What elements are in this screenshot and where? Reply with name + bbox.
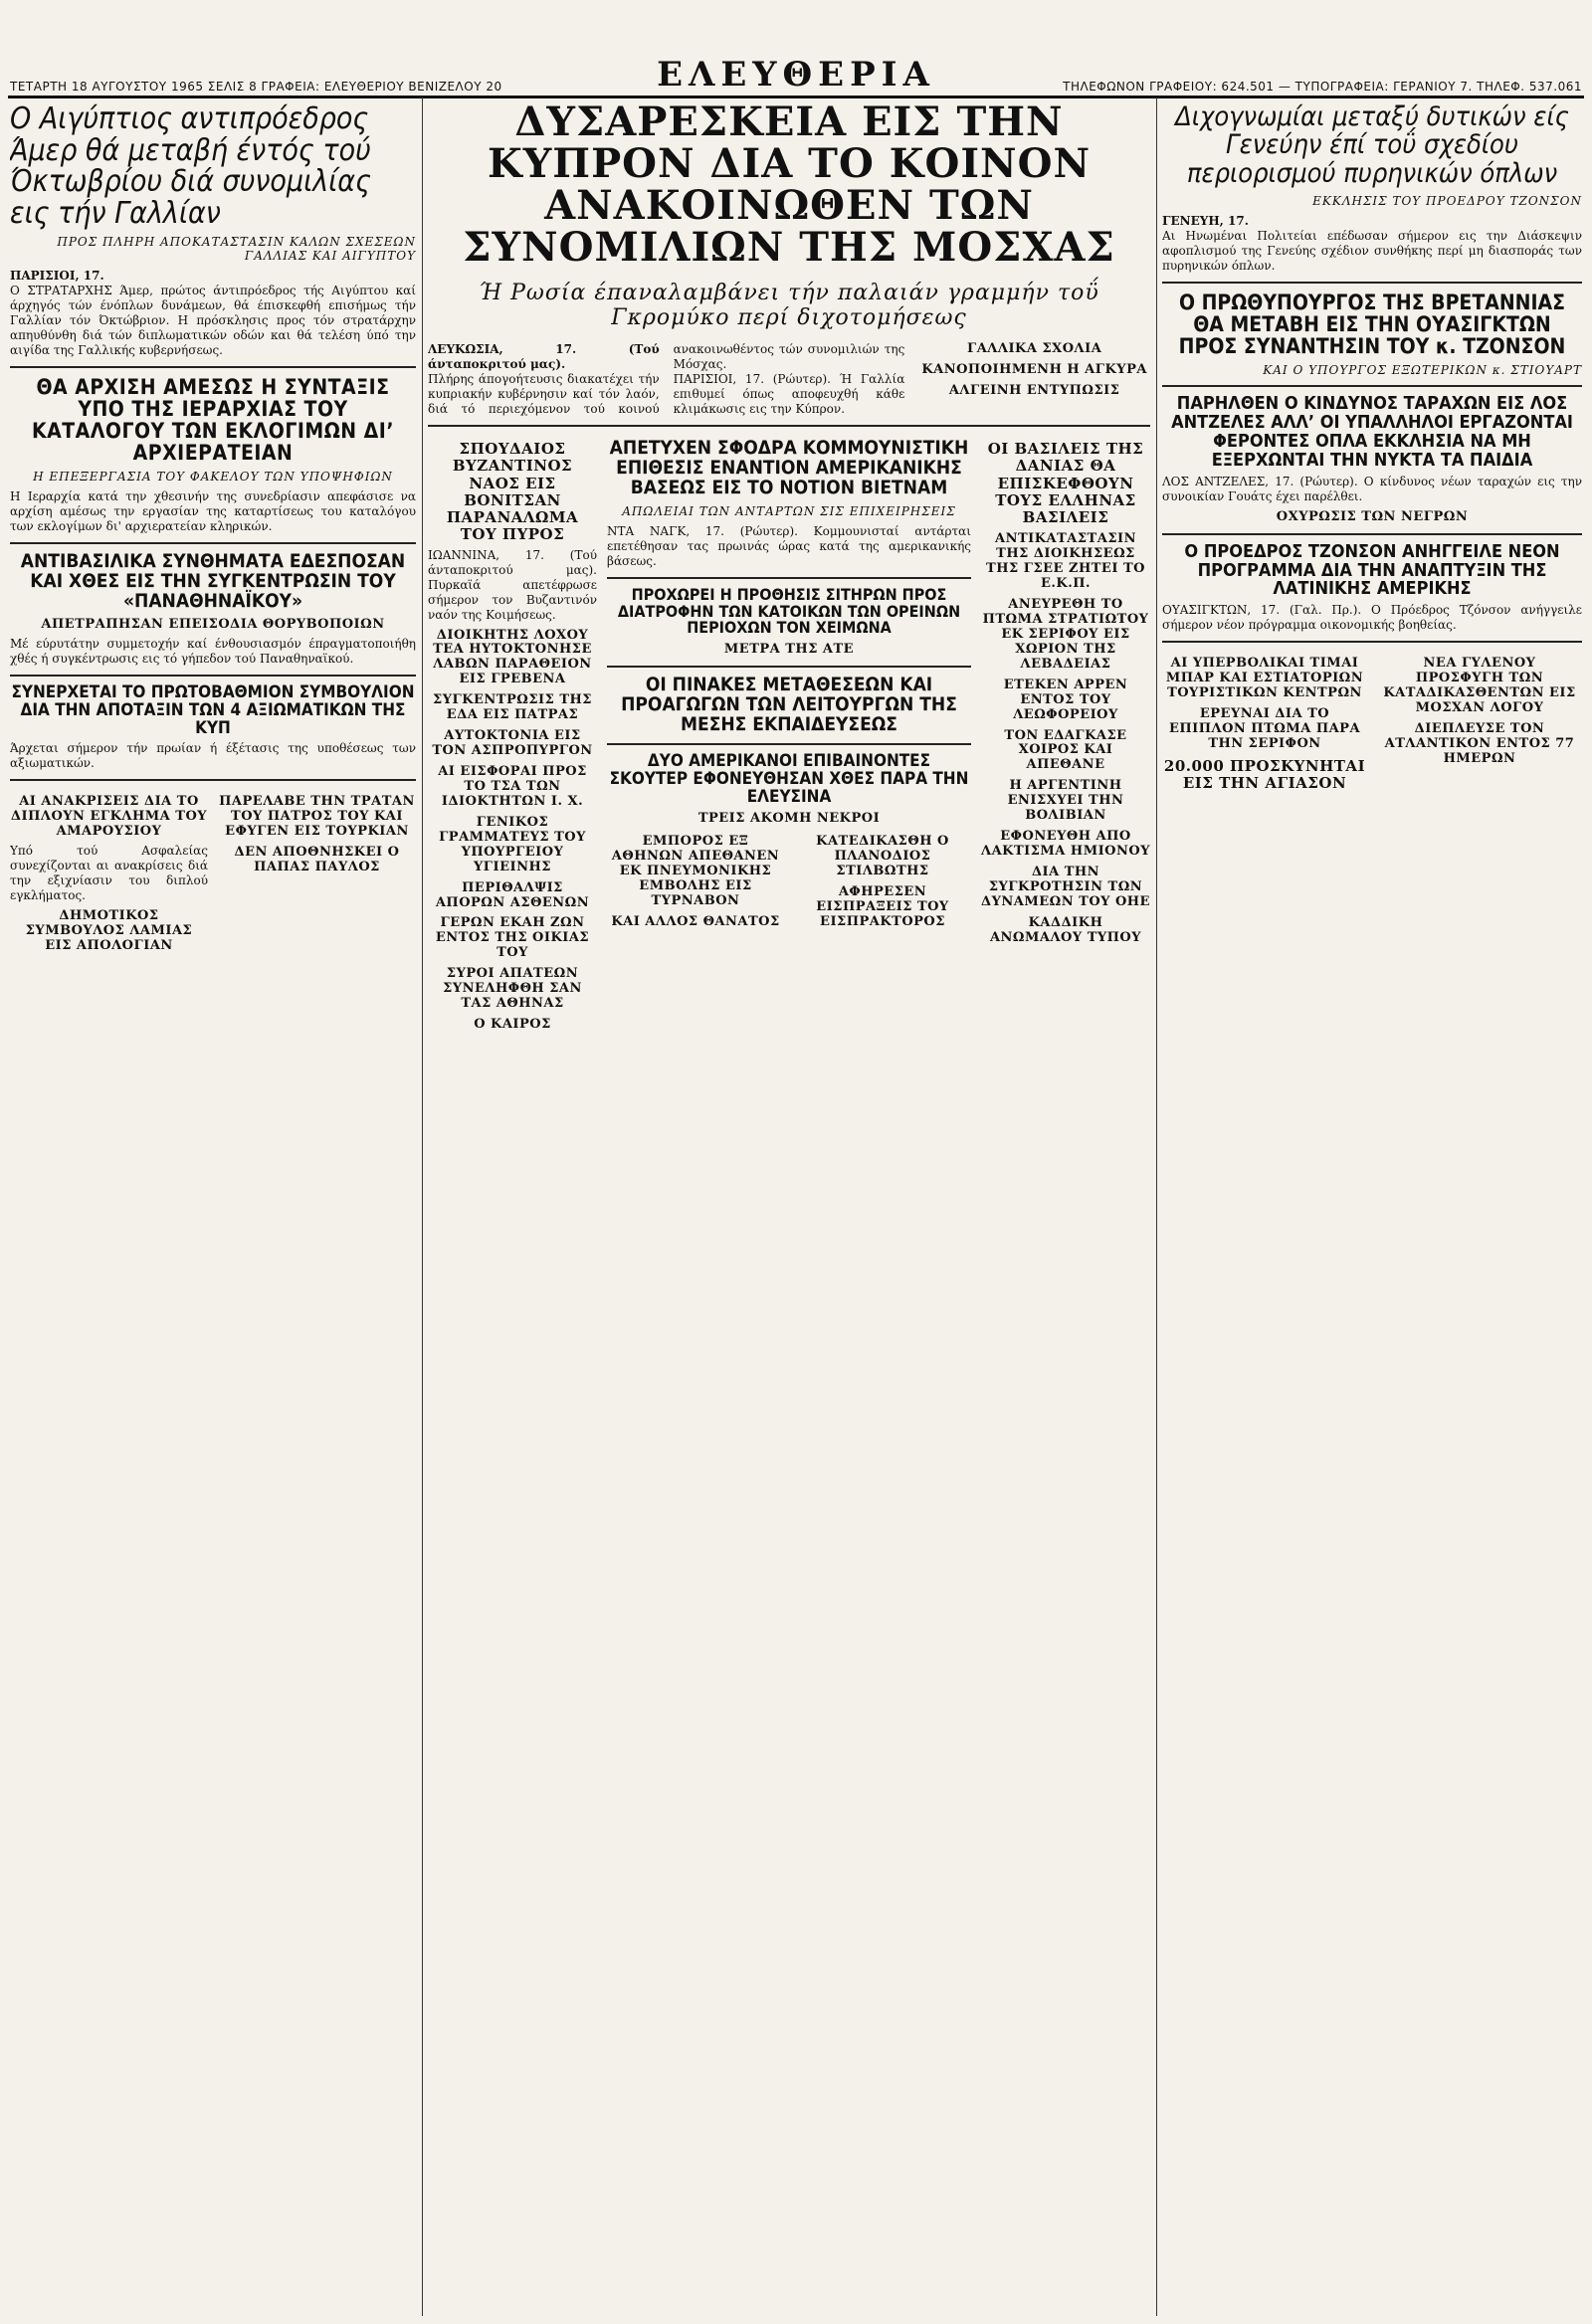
headline-mule: ΕΦΟΝΕΥΘΗ ΑΠΟ ΛΑΚΤΙΣΜΑ ΗΜΙΟΝΟΥ	[981, 829, 1150, 860]
separator	[1162, 641, 1582, 643]
headline-patras: ΣΥΓΚΕΝΤΡΩΣΙΣ ΤΗΣ ΕΔΑ ΕΙΣ ΠΑΤΡΑΣ	[433, 692, 592, 723]
headline-prices: ΑΙ ΥΠΕΡΒΟΛΙΚΑΙ ΤΙΜΑΙ ΜΠΑΡ ΚΑΙ ΕΣΤΙΑΤΟΡΙΩΝ ΤΟΥΡΙΣΤΙΚΩΝ ΚΕΝΤΡΩΝ	[1165, 656, 1364, 701]
short-items	[10, 789, 416, 956]
headline-tyrnavos: ΕΜΠΟΡΟΣ ΕΞ ΑΘΗΝΩΝ ΑΠΕΘΑΝΕΝ ΕΚ ΠΝΕΥΜΟΝΙΚΗΣ ΕΜΒΟΛΗΣ ΕΙΣ ΤΥΡΝΑΒΟΝ	[611, 834, 780, 909]
separator	[10, 542, 416, 544]
headline-kyp: ΣΥΝΕΡΧΕΤΑΙ ΤΟ ΠΡΩΤΟΒΑΘΜΙΟΝ ΣΥΜΒΟΥΛΙΟΝ ΔΙΑ ΤΗΝ ΑΠΟΤΑΞΙΝ ΤΩΝ 4 ΑΞΙΩΜΑΤΙΚΩΝ ΤΗΣ ΚΥΠ	[11, 681, 415, 738]
sub-item	[607, 829, 784, 932]
main-article	[428, 342, 1150, 417]
subhead: ΚΑΝΟΠΟΙΗΜΕΝΗ Η ΑΓΚΥΡΑ	[921, 361, 1147, 377]
headline-fraud: ΣΥΡΟΙ ΑΠΑΤΕΩΝ ΣΥΝΕΛΗΦΘΗ ΣΑΝ ΤΑΣ ΑΘΗΝΑΣ	[443, 966, 582, 1012]
headline-amer: Ο Αιγύπτιος αντιπρόεδρος Άμερ θά μεταβή έντός τού Όκτωβρίου διά συνομιλίας εις τήν Γαλλίαν	[10, 101, 371, 231]
separator	[1162, 533, 1582, 535]
short-item	[10, 789, 208, 956]
article-text: Μέ εύρυτάτην συμμετοχήν καί ένθουσιασμόν έπραγματοποιήθη χθές ή συγκέντρωσις εις τό γήπεδον τού Παναθηναϊκού.	[10, 636, 416, 666]
narrow-column	[981, 435, 1150, 1035]
article-text: Η Ιεραρχία κατά την χθεσινήν της συνεδρίασιν απεφάσισε να αρχίση αμέσως την εργασίαν της καταρτίσεως του καταλόγου των εκλογίμων δι' αρχιερατείαν κληρικών.	[10, 489, 416, 534]
narrow-column	[428, 435, 597, 1035]
short-item	[1377, 651, 1582, 794]
headline-aspropyrgos: ΑΥΤΟΚΤΟΝΙΑ ΕΙΣ ΤΟΝ ΑΣΠΡΟΠΥΡΓΟΝ	[432, 728, 593, 759]
left-column	[10, 97, 416, 2316]
short-item	[1162, 651, 1367, 794]
headline-atlantic: ΔΙΕΠΛΕΥΣΕ ΤΟΝ ΑΤΛΑΝΤΙΚΟΝ ΕΝΤΟΣ 77 ΗΜΕΡΩΝ	[1384, 721, 1575, 766]
lower-section	[428, 435, 1150, 1035]
headline-latin-america: Ο ΠΡΟΕΔΡΟΣ ΤΖΟΝΣΟΝ ΑΝΗΓΓΕΙΛΕ ΝΕΟΝ ΠΡΟΓΡΑΜΜΑ ΔΙΑ ΤΗΝ ΑΝΑΠΤΥΞΙΝ ΤΗΣ ΛΑΤΙΝΙΚΗΣ ΑΜΕΡΙΚΗΣ	[1184, 540, 1560, 600]
subheadline: ΑΠΕΤΡΑΠΗΣΑΝ ΕΠΕΙΣΟΔΙΑ ΘΟΡΥΒΟΠΟΙΩΝ	[41, 617, 385, 632]
separator	[607, 666, 971, 668]
right-column	[1162, 97, 1582, 2316]
headline-fire: ΓΕΡΩΝ ΕΚΑΗ ΖΩΝ ΕΝΤΟΣ ΤΗΣ ΟΙΚΙΑΣ ΤΟΥ	[435, 915, 590, 961]
headline-serifos: ΕΡΕΥΝΑΙ ΔΙΑ ΤΟ ΕΠΙΠΛΟΝ ΠΤΩΜΑ ΠΑΡΑ ΤΗΝ ΣΕΡΙΦΟΝ	[1168, 706, 1361, 752]
headline-geneva: Διχογνωμίαι μεταξύ δυτικών είς Γενεύην έπί τοΰ σχεδίου περιορισμού πυρηνικών όπλων	[1175, 101, 1569, 189]
headline-vietnam: ΑΠΕΤΥΧΕΝ ΣΦΟΔΡΑ ΚΟΜΜΟΥΝΙΣΤΙΚΗ ΕΠΙΘΕΣΙΣ ΕΝΑΝΤΙΟΝ ΑΜΕΡΙΚΑΝΙΚΗΣ ΒΑΣΕΩΣ ΕΙΣ ΤΟ ΝΟΤΙΟΝ ΒΙΕΤΝΑΜ	[609, 437, 969, 498]
column-divider	[1156, 97, 1157, 2316]
headline-patients: ΠΕΡΙΘΑΛΨΙΣ ΑΠΟΡΩΝ ΑΣΘΕΝΩΝ	[435, 879, 590, 910]
subheadline: Η ΕΠΕΞΕΡΓΑΣΙΑ ΤΟΥ ΦΑΚΕΛΟΥ ΤΩΝ ΥΠΟΨΗΦΙΩΝ	[33, 470, 393, 484]
subhead: ΓΑΛΛΙΚΑ ΣΧΟΛΙΑ	[966, 341, 1102, 356]
main-banner-headline: ΔΥΣΑΡΕΣΚΕΙΑ ΕΙΣ ΤΗΝ ΚΥΠΡΟΝ ΔΙΑ ΤΟ ΚΟΙΝΟΝ ΑΝΑΚΟΙΝΩΘΕΝ ΤΩΝ ΣΥΝΟΜΙΛΙΩΝ ΤΗΣ ΜΟΣΧΑΣ	[463, 98, 1115, 271]
headline-vonitsa: ΣΠΟΥΔΑΙΟΣ ΒΥΖΑΝΤΙΝΟΣ ΝΑΟΣ ΕΙΣ ΒΟΝΙΤΣΑΝ ΠΑΡΑΝΑΛΩΜΑ ΤΟΥ ΠΥΡΟΣ	[446, 440, 579, 544]
headline-bus-birth: ΕΤΕΚΕΝ ΑΡΡΕΝ ΕΝΤΟΣ ΤΟΥ ΛΕΩΦΟΡΕΙΟΥ	[1003, 677, 1128, 722]
headline-ate: ΜΕΤΡΑ ΤΗΣ ΑΤΕ	[723, 642, 855, 658]
headline-dead: ΤΡΕΙΣ ΑΚΟΜΗ ΝΕΚΡΟΙ	[697, 811, 881, 827]
headline-un: ΔΙΑ ΤΗΝ ΣΥΓΚΡΟΤΗΣΙΝ ΤΩΝ ΔΥΝΑΜΕΩΝ ΤΟΥ ΟΗΕ	[981, 865, 1150, 909]
separator	[10, 675, 416, 677]
separator	[607, 743, 971, 745]
article-text: Υπό τού Ασφαλείας συνεχίζονται αι ανακρίσεις διά την εξιχνίασιν του διπλού εγκλήματος.	[10, 844, 208, 903]
headline-bolivia: Η ΑΡΓΕΝΤΙΝΗ ΕΝΙΣΧΥΕΙ ΤΗΝ ΒΟΛΙΒΙΑΝ	[1007, 778, 1124, 824]
article-text: Ο ΣΤΡΑΤΑΡΧΗΣ Άμερ, πρώτος άντιπρόεδρος τής Αιγύπτου καί άρχηγός τών ένόπλων δυνάμεων, θά έπισκεφθή επισήμως τήν Γαλλίαν τόν Όκτώβριον. Η πρόσκλησις προς τόν στρατάρχην απηυθύνθη διά τών διπλωματικών οδών και θά τελέση ύπό την αιγίδα της Γαλλικής κυβερνήσεως.	[10, 284, 416, 357]
masthead	[0, 0, 1592, 99]
headline-denmark: ΟΙ ΒΑΣΙΛΕΙΣ ΤΗΣ ΔΑΝΙΑΣ ΘΑ ΕΠΙΣΚΕΦΘΟΥΝ ΤΟΥΣ ΕΛΛΗΝΑΣ ΒΑΣΙΛΕΙΣ	[987, 440, 1144, 526]
column-divider	[422, 97, 423, 2316]
separator	[607, 577, 971, 579]
article-text: ΝΤΑ ΝΑΓΚ, 17. (Ρώυτερ). Κομμουνισταί αντάρται επετέθησαν τας πρωινάς ώρας κατά της αμερικανικής βάσεως.	[607, 523, 971, 568]
headline-pope: ΔΕΝ ΑΠΟΘΝΗΣΚΕΙ Ο ΠΑΠΑΣ ΠΑΥΛΟΣ	[234, 845, 400, 875]
article-text: ΛΟΣ ΑΝΤΖΕΛΕΣ, 17. (Ρώυτερ). Ο κίνδυνος νέων ταραχών εις την συνοικίαν Γουάτς έχει παρέλθει.	[1162, 474, 1582, 503]
short-items	[1162, 651, 1582, 794]
separator	[10, 779, 416, 781]
headline-la: ΠΑΡΗΛΘΕΝ Ο ΚΙΝΔΥΝΟΣ ΤΑΡΑΧΩΝ ΕΙΣ ΛΟΣ ΑΝΤΖΕΛΕΣ ΑΛΛ’ ΟΙ ΥΠΑΛΛΗΛΟΙ ΕΡΓΑΖΟΝΤΑΙ ΦΕΡΟΝΤΕΣ ΟΠΛΑ ΕΚΚΛΗΣΙΑ ΝΑ ΜΗ ΕΞΕΡΧΩΝΤΑΙ ΤΗΝ ΝΥΚΤΑ ΤΑ ΠΑΙΔΙΑ	[1171, 393, 1573, 471]
sub-row	[607, 829, 971, 932]
separator	[1162, 282, 1582, 284]
dateline: ΠΑΡΙΣΙΟΙ, 17.	[10, 269, 104, 283]
headline-grain: ΠΡΟΧΩΡΕΙ Η ΠΡΟΘΗΣΙΣ ΣΙΤΗΡΩΝ ΠΡΟΣ ΔΙΑΤΡΟΦΗΝ ΤΩΝ ΚΑΤΟΙΚΩΝ ΤΩΝ ΟΡΕΙΝΩΝ ΠΕΡΙΟΧΩΝ ΤΟΝ ΧΕΙΜΩΝΑ	[617, 584, 961, 638]
headline-teachers: ΟΙ ΠΙΝΑΚΕΣ ΜΕΤΑΘΕΣΕΩΝ ΚΑΙ ΠΡΟΑΓΩΓΩΝ ΤΩΝ ΛΕΙΤΟΥΡΓΩΝ ΤΗΣ ΜΕΣΗΣ ΕΚΠΑΙΔΕΥΣΕΩΣ	[621, 674, 957, 736]
headline-scooter: ΔΥΟ ΑΜΕΡΙΚΑΝΟΙ ΕΠΙΒΑΙΝΟΝΤΕΣ ΣΚΟΥΤΕΡ ΕΦΟΝΕΥΘΗΣΑΝ ΧΘΕΣ ΠΑΡΑ ΤΗΝ ΕΛΕΥΣΙΝΑ	[609, 750, 969, 807]
headline-pig: ΤΟΝ ΕΔΑΓΚΑΣΕ ΧΟΙΡΟΣ ΚΑΙ ΑΠΕΘΑΝΕ	[1004, 727, 1127, 773]
headline-polisher: ΚΑΤΕΔΙΚΑΣΘΗ Ο ΠΛΑΝΟΔΙΟΣ ΣΤΙΛΒΩΤΗΣ	[816, 834, 949, 879]
headline-amarousion: ΑΙ ΑΝΑΚΡΙΣΕΙΣ ΔΙΑ ΤΟ ΔΙΠΛΟΥΝ ΕΓΚΛΗΜΑ ΤΟΥ ΑΜΑΡΟΥΣΙΟΥ	[10, 794, 208, 840]
article-text: ΠΑΡΙΣΙΟΙ, 17. (Ρώυτερ). Ή Γαλλία επιθυμεί όπως αποφευχθή κάθε κλιμάκωσις εις την Κύπρον.	[673, 372, 905, 416]
subhead: ΑΛΓΕΙΝΗ ΕΝΤΥΠΩΣΙΣ	[948, 382, 1120, 398]
headline-death: ΚΑΙ ΑΛΛΟΣ ΘΑΝΑΤΟΣ	[611, 914, 780, 930]
short-item	[218, 789, 416, 956]
wide-column	[607, 435, 971, 1035]
headline-collector: ΑΦΗΡΕΣΕΝ ΕΙΣΠΡΑΞΕΙΣ ΤΟΥ ΕΙΣΠΡΑΚΤΟΡΟΣ	[816, 884, 949, 930]
headline-panathinaikos: ΑΝΤΙΒΑΣΙΛΙΚΑ ΣΥΝΘΗΜΑΤΑ ΕΔΕΣΠΟΣΑΝ ΚΑΙ ΧΘΕΣ ΕΙΣ ΤΗΝ ΣΥΓΚΕΝΤΡΩΣΙΝ ΤΟΥ «ΠΑΝΑΘΗΝΑΪΚΟΥ»	[20, 550, 406, 613]
separator	[10, 366, 416, 368]
newspaper-title: ΕΛΕΥΘΕΡΙΑ	[657, 55, 935, 95]
headline-gsee: ΑΝΤΙΚΑΤΑΣΤΑΣΙΝ ΤΗΣ ΔΙΟΙΚΗΣΕΩΣ ΤΗΣ ΓΣΕΕ ΖΗΤΕΙ ΤΟ Ε.Κ.Π.	[986, 531, 1145, 592]
headline-weather: Ο ΚΑΙΡΟΣ	[474, 1017, 551, 1033]
headline-moscow: ΝΕΑ ΓΥΛΕΝΟΥ ΠΡΟΣΦΥΓΗ ΤΩΝ ΚΑΤΑΔΙΚΑΣΘΕΝΤΩΝ ΕΙΣ ΜΟΣΧΑΝ ΛΟΓΟΥ	[1383, 656, 1576, 716]
subheadline: ΚΑΙ Ο ΥΠΟΥΡΓΟΣ ΕΞΩΤΕΡΙΚΩΝ κ. ΣΤΙΟΥΑΡΤ	[1263, 363, 1582, 378]
subheadline: ΠΡΟΣ ΠΛΗΡΗ ΑΠΟΚΑΤΑΣΤΑΣΙΝ ΚΑΛΩΝ ΣΧΕΣΕΩΝ ΓΑΛΛΙΑΣ ΚΑΙ ΑΙΓΥΠΤΟΥ	[57, 235, 416, 263]
headline-trata: ΠΑΡΕΛΑΒΕ ΤΗΝ ΤΡΑΤΑΝ ΤΟΥ ΠΑΤΡΟΣ ΤΟΥ ΚΑΙ ΕΦΥΓΕΝ ΕΙΣ ΤΟΥΡΚΙΑΝ	[219, 794, 415, 840]
headline-health: ΓΕΝΙΚΟΣ ΓΡΑΜΜΑΤΕΥΣ ΤΟΥ ΥΠΟΥΡΓΕΙΟΥ ΥΓΙΕΙΝΗΣ	[439, 814, 586, 874]
separator	[428, 425, 1150, 427]
article-text: Άρχεται σήμερον τήν πρωίαν ή έξέτασις της υποθέσεως των αξιωματικών.	[10, 741, 416, 771]
article-text: ΟΥΑΣΙΓΚΤΩΝ, 17. (Γαλ. Πρ.). Ο Πρόεδρος Τζόνσον ανήγγειλε σήμερον νέον πρόγραμμα οικονομικής βοηθείας.	[1162, 603, 1582, 633]
headline-uk-pm: Ο ΠΡΩΘΥΠΟΥΡΓΟΣ ΤΗΣ ΒΡΕΤΑΝΝΙΑΣ ΘΑ ΜΕΤΑΒΗ ΕΙΣ ΤΗΝ ΟΥΑΣΙΓΚΤΩΝ ΠΡΟΣ ΣΥΝΑΝΤΗΣΙΝ ΤΟΥ κ. ΤΖΟΝΣΟΝ	[1178, 290, 1566, 359]
headline-soldier: ΑΝΕΥΡΕΘΗ ΤΟ ΠΤΩΜΑ ΣΤΡΑΤΙΩΤΟΥ ΕΚ ΣΕΡΙΦΟΥ ΕΙΣ ΧΩΡΙΟΝ ΤΗΣ ΛΕΒΑΔΕΙΑΣ	[982, 597, 1149, 672]
article-text: ΙΩΑΝΝΙΝΑ, 17. (Τού άνταποκριτού μας). Πυρκαϊά απετέφρωσε σήμερον τον Βυζαντινόν ναόν της Κοιμήσεως.	[428, 547, 597, 622]
sub-item	[794, 829, 971, 932]
main-subheadline: Ή Ρωσία έπαναλαμβάνει τήν παλαιάν γραμμήν τοΰ Γκρομύκο περί διχοτομήσεως	[479, 281, 1099, 330]
headline-tsa: ΑΙ ΕΙΣΦΟΡΑΙ ΠΡΟΣ ΤΟ ΤΣΑ ΤΩΝ ΙΔΙΟΚΤΗΤΩΝ Ι. Χ.	[438, 764, 587, 809]
headline-negroes: ΟΧΥΡΩΣΙΣ ΤΩΝ ΝΕΓΡΩΝ	[1276, 508, 1469, 524]
dateline: ΓΕΝΕΥΗ, 17.	[1162, 214, 1249, 229]
headline-lamia: ΔΗΜΟΤΙΚΟΣ ΣΥΜΒΟΥΛΟΣ ΛΑΜΙΑΣ ΕΙΣ ΑΠΟΛΟΓΙΑΝ	[25, 908, 193, 954]
center-column	[428, 97, 1150, 2316]
article-text: Πλήρης άπογοήτευσις διακατέχει τήν κυπριακήν κυβέρνησιν καί τόν λαόν, διά τό περιεχόμενον τού κοινού ανακοινωθέντος τών συνομιλιών της Μόσχας.	[428, 342, 905, 416]
headline-press: ΚΑΔΔΙΚΗ ΑΝΩΜΑΛΟΥ ΤΥΠΟΥ	[989, 914, 1142, 945]
article-text: Αι Ηνωμέναι Πολιτείαι επέδωσαν σήμερον εις την Διάσκεψιν αφοπλισμού της Γενεύης σχέδιον συνθήκης περί μη διασποράς των πυρηνικών όπλων.	[1162, 229, 1582, 274]
headline-pilgrims: 20.000 ΠΡΟΣΚΥΝΗΤΑΙ ΕΙΣ ΤΗΝ ΑΓΙΑΣΟΝ	[1163, 756, 1366, 793]
article-body	[10, 269, 416, 358]
headline-hierarchy: ΘΑ ΑΡΧΙΣΗ ΑΜΕΣΩΣ Η ΣΥΝΤΑΞΙΣ ΥΠΟ ΤΗΣ ΙΕΡΑΡΧΙΑΣ ΤΟΥ ΚΑΤΑΛΟΓΟΥ ΤΩΝ ΕΚΛΟΓΙΜΩΝ ΔΙ’ ΑΡΧΙΕΡΑΤΕΙΑΝ	[32, 375, 394, 466]
masthead-date-line: ΤΕΤΑΡΤΗ 18 ΑΥΓΟΥΣΤΟΥ 1965 ΣΕΛΙΣ 8 ΓΡΑΦΕΙΑ: ΕΛΕΥΘΕΡΙΟΥ ΒΕΝΙΖΕΛΟΥ 20	[10, 80, 502, 94]
headline-grevena: ΔΙΟΙΚΗΤΗΣ ΛΟΧΟΥ ΤΕΑ ΗΥΤΟΚΤΟΝΗΣΕ ΛΑΒΩΝ ΠΑΡΑΘΕΙΟΝ ΕΙΣ ΓΡΕΒΕΝΑ	[433, 627, 592, 687]
masthead-phone-line: ΤΗΛΕΦΩΝΟΝ ΓΡΑΦΕΙΟΥ: 624.501 — ΤΥΠΟΓΡΑΦΕΙΑ: ΓΕΡΑΝΙΟΥ 7. ΤΗΛΕΦ. 537.061	[1063, 80, 1582, 94]
article-body	[1162, 214, 1582, 274]
separator	[1162, 385, 1582, 387]
dateline: ΛΕΥΚΩΣΙΑ, 17. (Τού άνταποκριτού μας).	[428, 342, 660, 371]
subheadline: ΑΠΩΛΕΙΑΙ ΤΩΝ ΑΝΤΑΡΤΩΝ ΣΙΣ ΕΠΙΧΕΙΡΗΣΕΙΣ	[622, 503, 956, 518]
subheadline: ΕΚΚΛΗΣΙΣ ΤΟΥ ΠΡΟΕΔΡΟΥ ΤΖΟΝΣΟΝ	[1312, 194, 1582, 209]
